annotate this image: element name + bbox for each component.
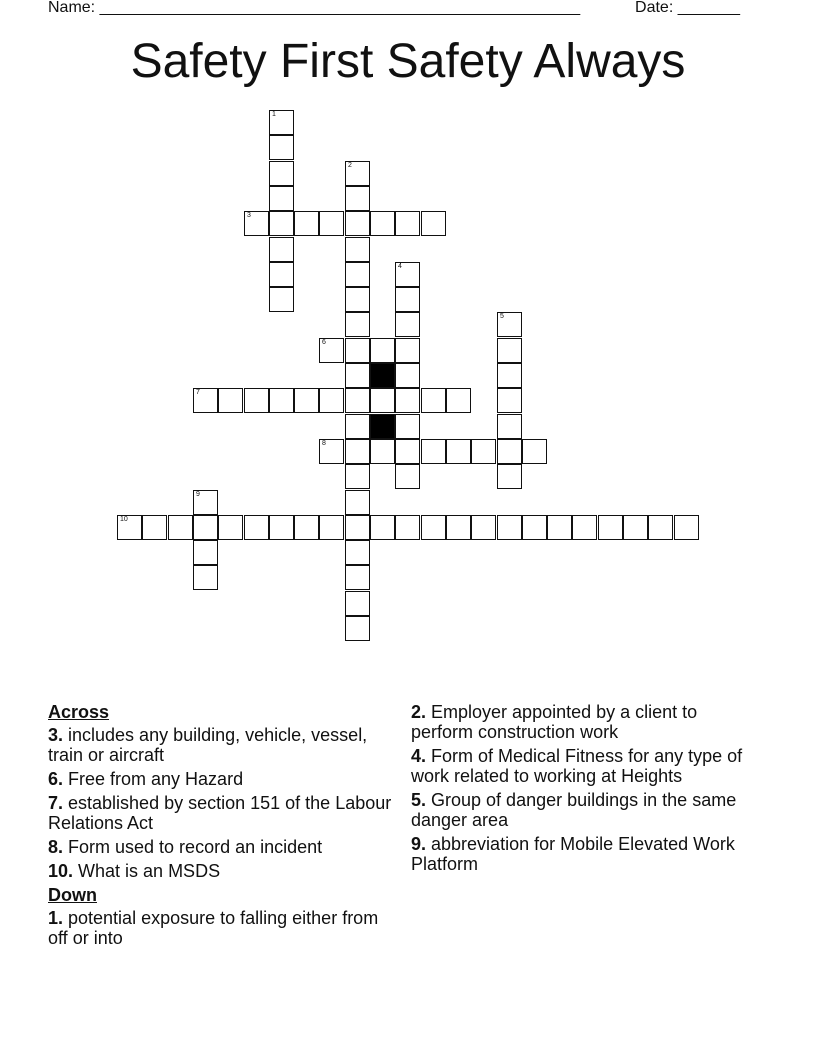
clue-item — [48, 769, 393, 789]
clue-item — [411, 746, 761, 786]
grid-cell[interactable] — [345, 262, 370, 287]
grid-cell[interactable] — [395, 312, 420, 337]
grid-cell[interactable] — [269, 287, 294, 312]
grid-cell[interactable] — [319, 388, 344, 413]
clue-item — [48, 861, 393, 881]
grid-cell[interactable] — [193, 565, 218, 590]
grid-cell[interactable] — [370, 338, 395, 363]
grid-cell[interactable] — [395, 363, 420, 388]
date-field[interactable]: Date: _______ — [635, 0, 740, 16]
grid-cell[interactable] — [269, 135, 294, 160]
grid-cell[interactable] — [370, 211, 395, 236]
grid-cell[interactable] — [497, 439, 522, 464]
grid-cell[interactable] — [269, 186, 294, 211]
grid-cell[interactable] — [319, 338, 344, 363]
clue-text: established by section 151 of the Labour Relations Act — [48, 793, 392, 833]
clues-right-column — [411, 702, 761, 878]
grid-cell[interactable] — [497, 515, 522, 540]
clue-text: Form used to record an incident — [63, 837, 323, 857]
clue-text: abbreviation for Mobile Elevated Work Platform — [411, 834, 735, 874]
grid-cell[interactable] — [547, 515, 572, 540]
grid-cell[interactable] — [497, 363, 522, 388]
grid-cell[interactable] — [446, 388, 471, 413]
grid-cell[interactable] — [345, 237, 370, 262]
clue-number-label: 7. — [48, 793, 64, 813]
grid-cell[interactable] — [471, 439, 496, 464]
grid-cell[interactable] — [345, 161, 370, 186]
black-square — [370, 414, 395, 439]
grid-cell[interactable] — [244, 388, 269, 413]
clue-number-label: 9. — [411, 834, 427, 854]
grid-cell[interactable] — [370, 388, 395, 413]
grid-cell[interactable] — [345, 414, 370, 439]
clue-number: 9 — [196, 491, 200, 498]
grid-cell[interactable] — [497, 338, 522, 363]
grid-cell[interactable] — [345, 490, 370, 515]
across-clue-list — [48, 725, 393, 881]
clue-item — [48, 793, 393, 833]
grid-cell[interactable] — [395, 287, 420, 312]
clue-item — [411, 834, 761, 874]
clue-number: 10 — [120, 516, 128, 523]
clue-number: 2 — [348, 162, 352, 169]
grid-cell[interactable] — [421, 388, 446, 413]
grid-cell[interactable] — [193, 388, 218, 413]
grid-cell[interactable] — [142, 515, 167, 540]
clue-item — [411, 790, 761, 830]
grid-cell[interactable] — [598, 515, 623, 540]
grid-cell[interactable] — [294, 515, 319, 540]
grid-cell[interactable] — [218, 515, 243, 540]
clue-text: Employer appointed by a client to perform construction work — [411, 702, 698, 742]
clue-item — [48, 837, 393, 857]
grid-cell[interactable] — [345, 312, 370, 337]
grid-cell[interactable] — [345, 287, 370, 312]
clue-item — [48, 908, 393, 948]
grid-cell[interactable] — [319, 439, 344, 464]
grid-cell[interactable] — [244, 515, 269, 540]
clue-number-label: 6. — [48, 769, 64, 789]
grid-cell[interactable] — [345, 515, 370, 540]
grid-cell[interactable] — [497, 464, 522, 489]
grid-cell[interactable] — [345, 591, 370, 616]
grid-cell[interactable] — [446, 515, 471, 540]
grid-cell[interactable] — [623, 515, 648, 540]
grid-cell[interactable] — [421, 515, 446, 540]
grid-cell[interactable] — [319, 211, 344, 236]
grid-cell[interactable] — [395, 515, 420, 540]
grid-cell[interactable] — [345, 363, 370, 388]
clue-number-label: 10. — [48, 861, 74, 881]
grid-cell[interactable] — [269, 262, 294, 287]
grid-cell[interactable] — [674, 515, 699, 540]
clue-number-label: 5. — [411, 790, 427, 810]
grid-cell[interactable] — [269, 388, 294, 413]
clue-number-label: 1. — [48, 908, 64, 928]
grid-cell[interactable] — [345, 464, 370, 489]
grid-cell[interactable] — [269, 110, 294, 135]
clue-number: 4 — [398, 263, 402, 270]
clue-text: Free from any Hazard — [63, 769, 244, 789]
grid-cell[interactable] — [497, 414, 522, 439]
clues-left-column — [48, 702, 393, 952]
black-square — [370, 363, 395, 388]
grid-cell[interactable] — [345, 565, 370, 590]
grid-cell[interactable] — [395, 464, 420, 489]
grid-cell[interactable] — [471, 515, 496, 540]
grid-cell[interactable] — [648, 515, 673, 540]
grid-cell[interactable] — [117, 515, 142, 540]
grid-cell[interactable] — [345, 616, 370, 641]
grid-cell[interactable] — [395, 414, 420, 439]
across-heading: Across — [48, 702, 110, 722]
grid-cell[interactable] — [345, 338, 370, 363]
clue-number: 7 — [196, 389, 200, 396]
clue-number-label: 2. — [411, 702, 427, 722]
clue-number-label: 3. — [48, 725, 64, 745]
down-clue-list — [48, 908, 393, 948]
clue-number-label: 8. — [48, 837, 64, 857]
grid-cell[interactable] — [319, 515, 344, 540]
clue-number-label: 4. — [411, 746, 427, 766]
page-title: Safety First Safety Always — [130, 35, 686, 88]
grid-cell[interactable] — [244, 211, 269, 236]
grid-cell[interactable] — [294, 211, 319, 236]
clue-text: Form of Medical Fitness for any type of work related to working at Heights — [411, 746, 743, 786]
grid-cell[interactable] — [269, 237, 294, 262]
grid-cell[interactable] — [269, 211, 294, 236]
grid-cell[interactable] — [395, 338, 420, 363]
grid-cell[interactable] — [193, 515, 218, 540]
clue-text: potential exposure to falling either from off or into — [48, 908, 379, 948]
grid-cell[interactable] — [269, 515, 294, 540]
down-clue-list-continued — [411, 702, 761, 874]
grid-cell[interactable] — [345, 540, 370, 565]
clue-number: 5 — [500, 313, 504, 320]
grid-cell[interactable] — [395, 211, 420, 236]
clue-number: 8 — [322, 440, 326, 447]
clue-item — [411, 702, 761, 742]
grid-cell[interactable] — [269, 161, 294, 186]
clue-text: Group of danger buildings in the same danger area — [411, 790, 737, 830]
grid-cell[interactable] — [497, 388, 522, 413]
grid-cell[interactable] — [168, 515, 193, 540]
down-heading: Down — [48, 885, 97, 905]
grid-cell[interactable] — [395, 388, 420, 413]
grid-cell[interactable] — [395, 439, 420, 464]
grid-cell[interactable] — [193, 490, 218, 515]
grid-cell[interactable] — [522, 439, 547, 464]
grid-cell[interactable] — [193, 540, 218, 565]
clue-item — [48, 725, 393, 765]
clue-number: 1 — [272, 111, 276, 118]
grid-cell[interactable] — [345, 388, 370, 413]
clue-text: What is an MSDS — [73, 861, 221, 881]
grid-cell[interactable] — [421, 439, 446, 464]
grid-cell[interactable] — [446, 439, 471, 464]
grid-cell[interactable] — [421, 211, 446, 236]
grid-cell[interactable] — [572, 515, 597, 540]
grid-cell[interactable] — [522, 515, 547, 540]
grid-cell[interactable] — [370, 515, 395, 540]
name-field[interactable]: Name: ______________________________________________________ — [48, 0, 581, 16]
clue-number: 3 — [247, 212, 251, 219]
grid-cell[interactable] — [294, 388, 319, 413]
grid-cell[interactable] — [345, 439, 370, 464]
grid-cell[interactable] — [370, 439, 395, 464]
clue-text: includes any building, vehicle, vessel, train or aircraft — [48, 725, 368, 765]
grid-cell[interactable] — [345, 211, 370, 236]
clue-number: 6 — [322, 339, 326, 346]
grid-cell[interactable] — [218, 388, 243, 413]
grid-cell[interactable] — [497, 312, 522, 337]
grid-cell[interactable] — [345, 186, 370, 211]
grid-cell[interactable] — [395, 262, 420, 287]
